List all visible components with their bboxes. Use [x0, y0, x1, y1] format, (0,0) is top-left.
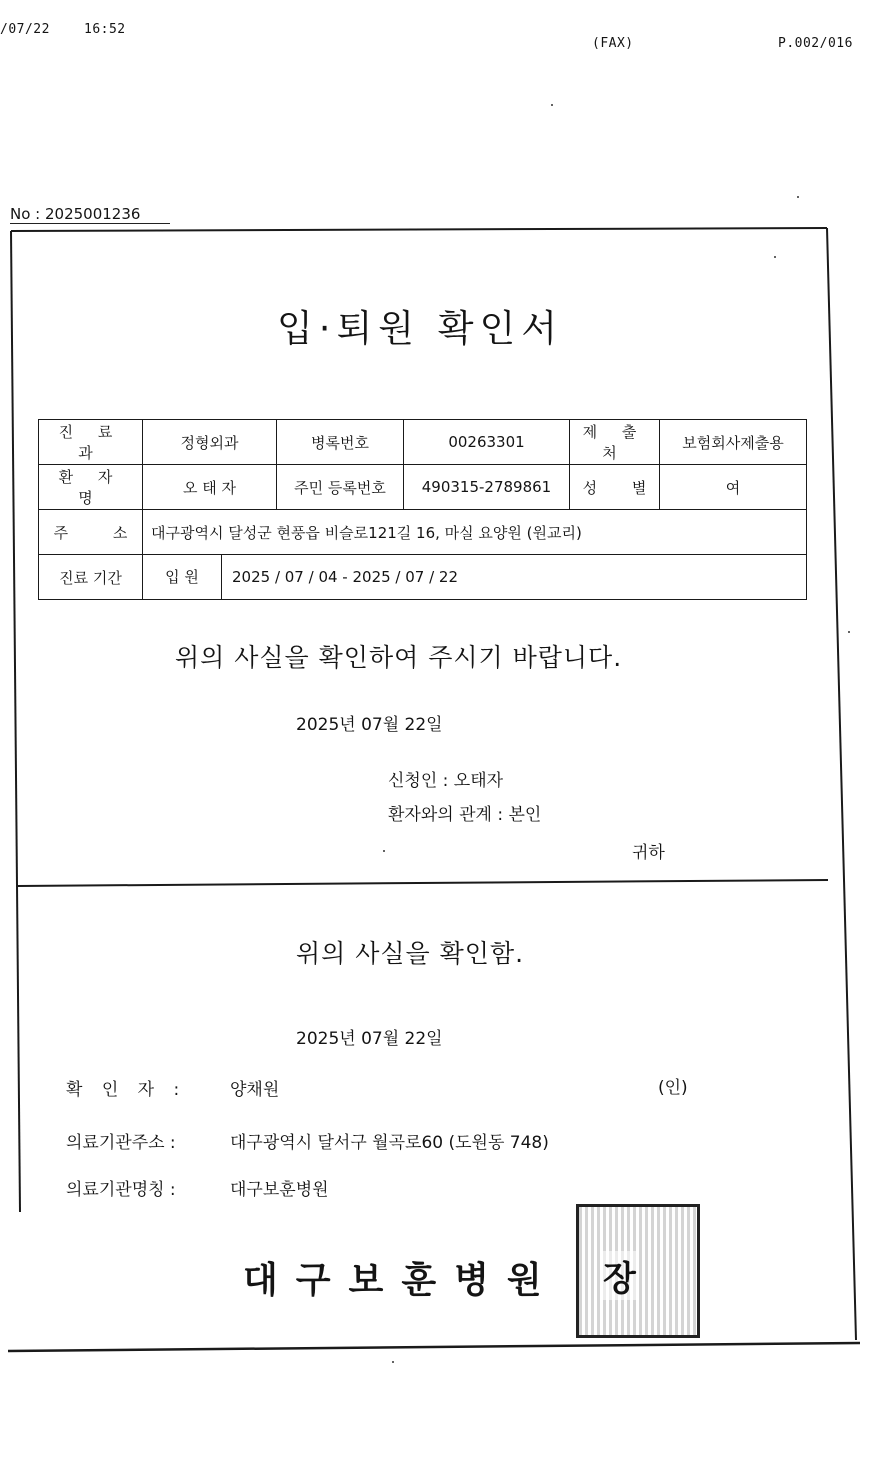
scan-speck: [774, 256, 776, 258]
fax-time: 16:52: [84, 22, 126, 37]
relation: 환자와의 관계 : 본인: [388, 805, 542, 825]
patient-label: 환 자 명: [39, 465, 143, 510]
confirmer-label: 확 인 자 :: [66, 1080, 180, 1100]
dept-label: 진 료 과: [39, 420, 143, 465]
confirm-text: 위의 사실을 확인함.: [296, 939, 525, 968]
request-text: 위의 사실을 확인하여 주시기 바랍니다.: [175, 643, 623, 672]
info-table: [38, 419, 807, 600]
table-row: [39, 420, 807, 465]
stamp-character: 장: [601, 1251, 638, 1300]
institution-address-value: 대구광역시 달서구 월곡로60 (도원동 748): [230, 1133, 549, 1153]
request-date: 2025년 07월 22일: [296, 715, 443, 735]
institution-name-value: 대구보훈병원: [230, 1180, 329, 1200]
period-type: 입 원: [143, 555, 222, 599]
record-label: 병록번호: [277, 420, 404, 465]
confirm-date: 2025년 07월 22일: [296, 1029, 443, 1049]
fax-label: (FAX): [592, 36, 634, 51]
scan-speck: [392, 1361, 394, 1363]
scan-speck: [551, 104, 553, 106]
addressee: 귀하: [632, 843, 665, 863]
address-label: 주 소: [39, 510, 143, 555]
submit-label: 제 출 처: [570, 420, 660, 465]
sex-label: 성 별: [570, 465, 660, 510]
rrn-label: 주민 등록번호: [277, 465, 404, 510]
document-title: 입·퇴원 확인서: [277, 307, 563, 350]
confirmer-value: 양채원: [230, 1080, 280, 1100]
seal-mark: (인): [658, 1078, 688, 1098]
table-row: [39, 465, 807, 510]
scan-speck: [797, 196, 799, 198]
patient-value: 오 태 자: [143, 465, 277, 510]
fax-page: P.002/016: [778, 36, 853, 51]
official-seal-stamp: [576, 1204, 700, 1338]
scan-speck: [383, 850, 385, 852]
scan-speck: [848, 631, 850, 633]
dept-value: 정형외과: [143, 420, 277, 465]
record-value: 00263301: [404, 420, 570, 465]
table-row: [39, 510, 807, 555]
submit-value: 보험회사제출용: [660, 420, 807, 465]
document-number: No : 2025001236: [10, 205, 170, 224]
sex-value: 여: [660, 465, 807, 510]
institution-address-label: 의료기관주소 :: [66, 1133, 176, 1153]
period-label: 진료 기간: [39, 555, 143, 600]
address-value: 대구광역시 달성군 현풍읍 비슬로121길 16, 마실 요양원 (원교리): [143, 510, 807, 555]
rrn-value: 490315-2789861: [404, 465, 570, 510]
institution-name-label: 의료기관명칭 :: [66, 1180, 176, 1200]
hospital-name-heading: 대구보훈병원: [243, 1260, 560, 1301]
applicant: 신청인 : 오태자: [388, 771, 504, 791]
table-row: [39, 555, 807, 600]
fax-date: /07/22: [0, 22, 50, 37]
period-value: 2025 / 07 / 04 - 2025 / 07 / 22: [232, 568, 459, 586]
